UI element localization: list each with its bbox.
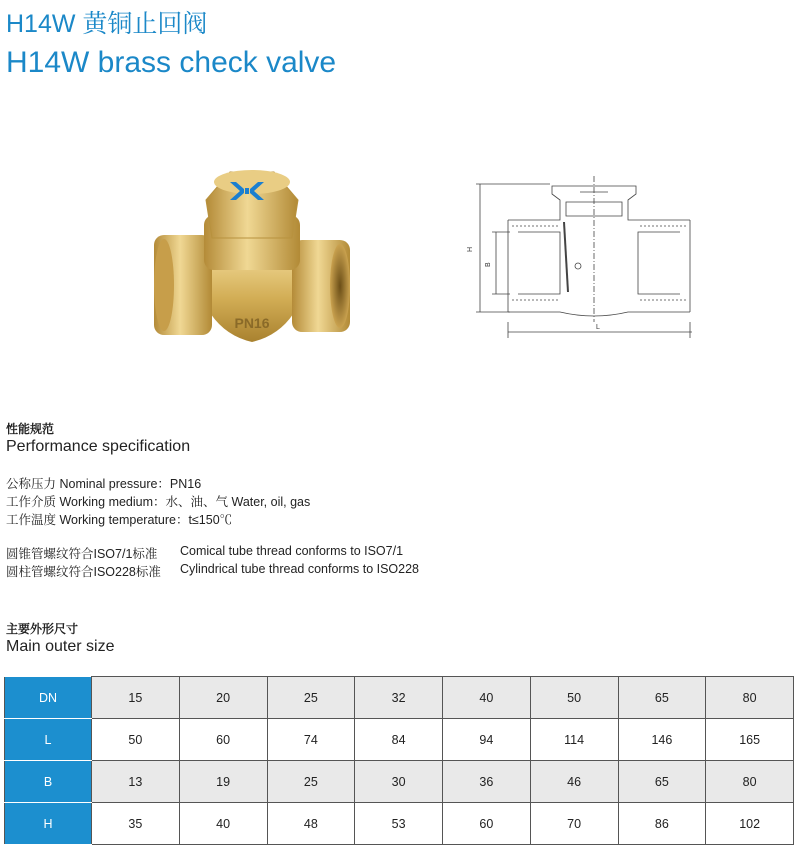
table-cell: 80: [706, 677, 794, 719]
table-cell: 102: [706, 803, 794, 845]
table-cell: 46: [530, 761, 618, 803]
dim-h-label: H: [467, 246, 474, 252]
thread-standard-cn-2: 圆柱管螺纹符合ISO228标准: [6, 565, 161, 579]
spec-working-temperature: 工作温度 Working temperature：t≤150℃: [6, 513, 233, 527]
row-header: DN: [5, 677, 92, 719]
table-row: [5, 677, 794, 719]
table-row: [5, 803, 794, 845]
table-cell: 53: [355, 803, 443, 845]
table-cell: 86: [618, 803, 706, 845]
dim-b-label: B: [485, 262, 492, 267]
table-cell: 30: [355, 761, 443, 803]
row-header: H: [5, 803, 92, 845]
page-title-en: H14W brass check valve: [6, 46, 337, 79]
table-cell: 50: [530, 677, 618, 719]
spec-working-medium: 工作介质 Working medium：水、油、气 Water, oil, gas: [6, 495, 311, 509]
table-cell: 25: [267, 677, 355, 719]
row-header: B: [5, 761, 92, 803]
valve-photo: [152, 160, 352, 375]
table-cell: 84: [355, 719, 443, 761]
table-cell: 25: [267, 761, 355, 803]
table-cell: 35: [92, 803, 180, 845]
table-cell: 74: [267, 719, 355, 761]
performance-heading-cn: 性能规范: [6, 422, 55, 436]
technical-drawing: [460, 172, 692, 352]
table-row: [5, 719, 794, 761]
size-heading-cn: 主要外形尺寸: [6, 622, 79, 636]
table-cell: 40: [443, 677, 531, 719]
table-cell: 48: [267, 803, 355, 845]
table-cell: 13: [92, 761, 180, 803]
body-marking: PN16: [234, 315, 270, 331]
thread-standard-cn-1: 圆锥管螺纹符合ISO7/1标准: [6, 547, 158, 561]
performance-heading-en: Performance specification: [6, 438, 191, 455]
table-cell: 65: [618, 677, 706, 719]
thread-standard-en-2: Cylindrical tube thread conforms to ISO228: [180, 562, 420, 576]
table-cell: 146: [618, 719, 706, 761]
thread-standard-en-1: Comical tube thread conforms to ISO7/1: [180, 544, 404, 558]
dimension-table: [4, 676, 794, 845]
table-cell: 60: [179, 719, 267, 761]
table-cell: 19: [179, 761, 267, 803]
table-cell: 40: [179, 803, 267, 845]
table-row: [5, 761, 794, 803]
table-cell: 50: [92, 719, 180, 761]
table-cell: 165: [706, 719, 794, 761]
spec-nominal-pressure: 公称压力 Nominal pressure：PN16: [6, 477, 202, 491]
table-cell: 94: [443, 719, 531, 761]
table-cell: 65: [618, 761, 706, 803]
row-header: L: [5, 719, 92, 761]
size-heading-en: Main outer size: [6, 638, 115, 655]
table-cell: 20: [179, 677, 267, 719]
table-cell: 15: [92, 677, 180, 719]
dim-l-label: L: [596, 324, 600, 331]
table-cell: 114: [530, 719, 618, 761]
table-cell: 32: [355, 677, 443, 719]
table-cell: 36: [443, 761, 531, 803]
table-cell: 80: [706, 761, 794, 803]
page-title-cn: H14W 黄铜止回阀: [6, 10, 208, 38]
table-cell: 60: [443, 803, 531, 845]
table-cell: 70: [530, 803, 618, 845]
